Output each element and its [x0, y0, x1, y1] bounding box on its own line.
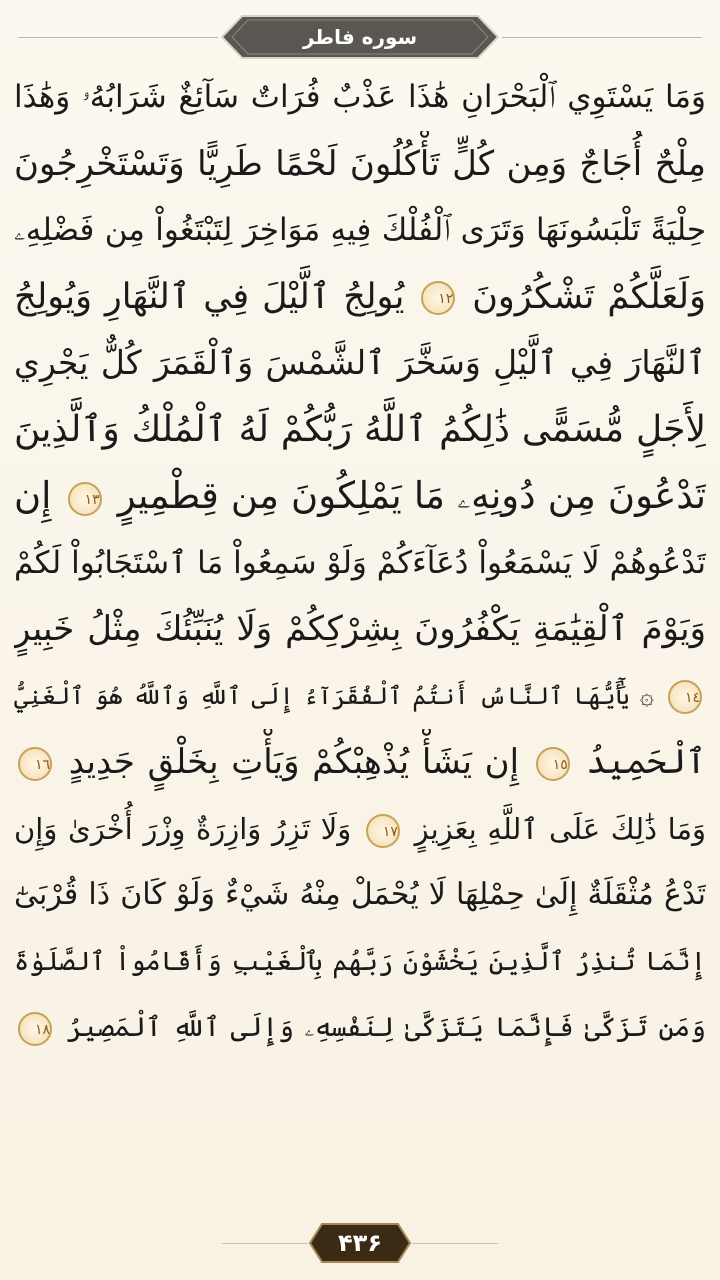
verse-line	[14, 530, 706, 597]
verse-line	[14, 330, 706, 397]
verse-line	[14, 463, 706, 530]
verse-line	[14, 995, 706, 1062]
footer-divider-left	[222, 1243, 308, 1244]
verse-line	[14, 264, 706, 331]
surah-title: سوره فاطر	[302, 25, 418, 49]
verse-text: وَيَوْمَ ٱلْقِيَٰمَةِ يَكْفُرُونَ بِشِرْكِكُمْ وَلَا يُنَبِّئُكَ مِثْلُ خَبِيرٍ	[14, 609, 706, 649]
ayah-number-marker: ١٤	[668, 680, 702, 714]
verse-line	[14, 929, 706, 996]
ayah-number-marker: ١٧	[366, 814, 400, 848]
verse-text: وَلَا تَزِرُ وَازِرَةٌ وِزْرَ أُخْرَىٰ وَإِن	[14, 811, 352, 846]
verse-text: ٱلنَّهَارَ فِي ٱلَّيْلِ وَسَخَّرَ ٱلشَّمْسَ وَٱلْقَمَرَ كُلٌّ يَجْرِي	[14, 343, 706, 382]
ayah-number-marker: ١٢	[421, 281, 455, 315]
ayah-number-marker: ١٨	[18, 1012, 52, 1046]
header-divider-left	[18, 37, 218, 38]
verse-text: ٱلْحَمِيدُ	[586, 742, 706, 782]
verse-text: وَلَعَلَّكُمْ تَشْكُرُونَ	[472, 276, 706, 317]
verse-text: تَدْعُوهُمْ لَا يَسْمَعُواْ دُعَآءَكُمْ وَلَوْ سَمِعُواْ مَا ٱسْتَجَابُواْ لَكُمْ	[14, 544, 706, 581]
verse-line	[14, 862, 706, 929]
verse-line	[14, 663, 706, 730]
verse-text: وَمَن تَزَكَّىٰ فَإِنَّمَا يَتَزَكَّىٰ لِنَفْسِهِۦ وَإِلَى ٱللَّهِ ٱلْمَصِيرُ	[66, 1012, 706, 1043]
page-number: ۴۳۶	[338, 1229, 382, 1257]
verse-text: إِن يَشَأْ يُذْهِبْكُمْ وَيَأْتِ بِخَلْقٍ جَدِيدٍ	[68, 742, 520, 782]
verse-line	[14, 729, 706, 796]
verse-text: لِأَجَلٍ مُّسَمًّى ذَٰلِكُمُ ٱللَّهُ رَبُّكُمْ لَهُ ٱلْمُلْكُ وَٱلَّذِينَ	[14, 408, 706, 450]
verse-text-block	[14, 64, 706, 1062]
verse-line	[14, 596, 706, 663]
ayah-number-marker: ١٦	[18, 747, 52, 781]
verse-text: إِن	[14, 474, 52, 517]
ayah-number-marker: ١٥	[536, 747, 570, 781]
verse-text: إِنَّمَا تُنذِرُ ٱلَّذِينَ يَخْشَوْنَ رَبَّهُم بِٱلْغَيْبِ وَأَقَامُواْ ٱلصَّلَوٰةَ	[14, 946, 706, 977]
verse-text: تَدْعُونَ مِن دُونِهِۦ مَا يَمْلِكُونَ مِن قِطْمِيرٍ	[117, 474, 706, 517]
verse-text: يُولِجُ ٱلَّيْلَ فِي ٱلنَّهَارِ وَيُولِجُ	[14, 276, 405, 317]
verse-text: وَمَا يَسْتَوِي ٱلْبَحْرَانِ هَٰذَا عَذْبٌ فُرَاتٌ سَآئِغٌ شَرَابُهُۥ وَهَٰذَا	[14, 79, 706, 115]
verse-text: تَدْعُ مُثْقَلَةٌ إِلَىٰ حِمْلِهَا لَا يُحْمَلْ مِنْهُ شَيْءٌ وَلَوْ كَانَ ذَا قُرْبَىٰٓ	[14, 877, 706, 912]
footer-divider-right	[412, 1243, 498, 1244]
ayah-number-marker: ١٣	[68, 482, 102, 516]
verse-line	[14, 796, 706, 863]
verse-line	[14, 64, 706, 131]
verse-text: حِلْيَةً تَلْبَسُونَهَا وَتَرَى ٱلْفُلْكَ فِيهِ مَوَاخِرَ لِتَبْتَغُواْ مِن فَضْلِهِۦ	[14, 212, 706, 248]
verse-line	[14, 131, 706, 198]
surah-banner	[220, 14, 500, 60]
header-divider-right	[502, 37, 702, 38]
verse-line	[14, 197, 706, 264]
verse-text: مِلْحٌ أُجَاجٌ وَمِن كُلٍّ تَأْكُلُونَ لَحْمًا طَرِيًّا وَتَسْتَخْرِجُونَ	[14, 143, 706, 184]
verse-line	[14, 397, 706, 464]
page-number-badge	[308, 1222, 412, 1264]
verse-text: وَمَا ذَٰلِكَ عَلَى ٱللَّهِ بِعَزِيزٍ	[414, 811, 706, 846]
verse-text: ۞ يَٰٓأَيُّهَا ٱلنَّاسُ أَنتُمُ ٱلْفُقَرَآءُ إِلَى ٱللَّهِ وَٱللَّهُ هُوَ ٱلْغَنِيُّ	[14, 681, 654, 710]
